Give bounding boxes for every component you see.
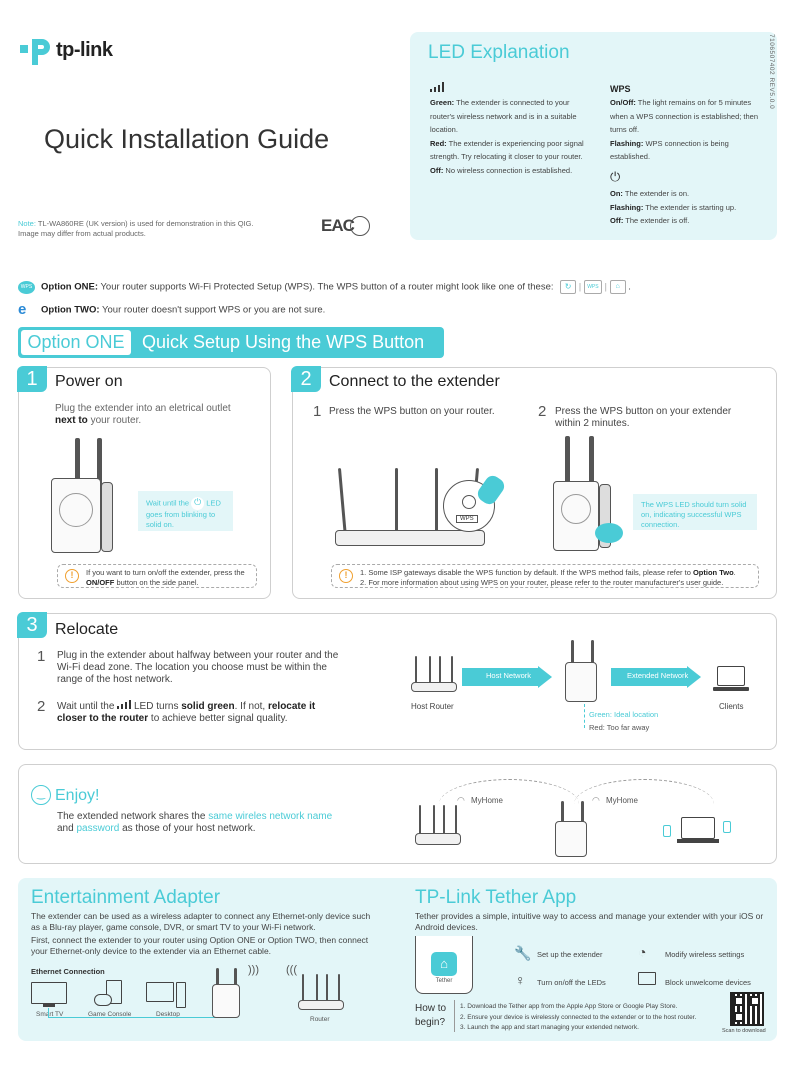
signal-led-desc <box>430 96 590 177</box>
wrench-icon: 🔧 <box>514 945 532 961</box>
howto-steps <box>460 1002 720 1034</box>
green-label: Green: <box>430 98 455 107</box>
step1-number: 1 <box>17 366 47 392</box>
power-on-text: The extender is on. <box>624 189 690 198</box>
step2-callout <box>633 494 757 530</box>
host-router-label: Host Router <box>411 702 454 711</box>
wps-led-desc <box>610 96 770 164</box>
step3-s2-a: Wait until the <box>57 701 115 712</box>
banner-left: Option ONE <box>21 330 131 355</box>
step3-sub2-number: 2 <box>37 698 46 715</box>
ent-extender-icon <box>210 968 246 1018</box>
option-one-line: WPS Option ONE: Your router supports Wi-Fi Protected Setup (WPS). The WPS button of a router might look like one of these: ↻ | WPS | ⌂ . <box>18 280 798 294</box>
wifi-icon: ◠ <box>592 795 600 805</box>
option-two-label: Option TWO: <box>41 304 100 316</box>
step1-tip-a: If you want to turn on/off the extender, press the <box>86 568 245 577</box>
desktop-label: Desktop <box>156 1011 180 1018</box>
block-device-icon <box>638 972 656 985</box>
host-network-arrow <box>462 666 552 688</box>
router-wps-label: WPS <box>456 515 478 523</box>
howto-step-1: 1. Download the Tether app from the Apple App Store or Google Play Store. <box>460 1003 678 1010</box>
step2-tip-1c: . <box>733 568 736 577</box>
howto-step-3: 3. Launch the app and start managing your extended network. <box>460 1024 639 1031</box>
note-text: TL-WA860RE (UK version) is used for demonstration in this QIG. Image may differ from actual products. <box>18 219 254 238</box>
step1-text-a: Plug the extender into an eletrical outlet <box>55 403 231 414</box>
option-two-text: Your router doesn't support WPS or you are not sure. <box>102 304 326 316</box>
enjoy-text-d: password <box>76 823 120 834</box>
note <box>18 219 268 239</box>
step2-tip <box>331 564 759 588</box>
step1-callout <box>138 491 233 531</box>
red-text: The extender is experiencing poor signal strength. Try relocating it closer to your router. <box>430 138 584 161</box>
wps-led-heading: WPS <box>610 84 631 94</box>
smart-tv-icon <box>31 982 67 1008</box>
step1-tip-b: ON/OFF <box>86 578 115 587</box>
enjoy-text <box>57 811 357 835</box>
power-flash-text: The extender is starting up. <box>645 202 737 212</box>
step2-card <box>292 367 777 599</box>
wps-flash-label: Flashing: <box>610 138 644 148</box>
step2-sub1-text: Press the WPS button on your router. <box>329 406 495 417</box>
howto-step-2: 2. Ensure your device is wirelessly connected to the extender or to the host router. <box>460 1013 697 1021</box>
wps-button-style-3: ⌂ <box>610 280 626 294</box>
step1-tip <box>57 564 257 588</box>
tether-title: TP-Link Tether App <box>415 887 577 908</box>
wifi-signal-icon: ))) <box>248 964 259 976</box>
router-label: Router <box>310 1016 330 1023</box>
extended-network-arrow <box>611 666 701 688</box>
enjoy-card <box>18 764 777 864</box>
option-one-text: Your router supports Wi-Fi Protected Setup (WPS). The WPS button of a router might look like one of these: <box>100 281 554 293</box>
step3-s2-e: relocate it closer to the router <box>57 701 316 724</box>
step3-sub1-text: Plug in the extender about halfway between your router and the Wi-Fi dead zone. The location you choose must be within the range of the host network. <box>57 650 339 685</box>
doc-code: 7106507402 REV5.0.0 <box>768 34 775 110</box>
feature-wireless: Modify wireless settings <box>665 950 745 959</box>
step3-card <box>18 613 777 750</box>
ent-title: Entertainment Adapter <box>31 887 221 908</box>
game-console-icon <box>94 980 126 1008</box>
banner-right: Quick Setup Using the WPS Button <box>142 332 425 352</box>
step2-callout-text: The WPS LED should turn solid on, indicating successful WPS connection. <box>641 500 747 529</box>
feature-leds: Turn on/off the LEDs <box>537 978 606 987</box>
tether-desc: Tether provides a simple, intuitive way to access and manage your extender with your iOS or Android devices. <box>415 911 764 932</box>
feature-setup: Set up the extender <box>537 950 603 959</box>
enjoy-title: Enjoy! <box>55 787 100 804</box>
extender-press-hand-icon <box>595 523 623 543</box>
step3-s2-c: solid green <box>181 701 235 712</box>
signal-led-icon <box>430 82 446 92</box>
tp-link-logo-icon <box>18 33 52 67</box>
ent-p1: The extender can be used as a wireless adapter to connect any Ethernet-only device such as a Blu-ray player, game console, DVR, or smart TV to your Wi-Fi network. <box>31 911 371 932</box>
red-label: Red: <box>430 138 447 148</box>
enjoy-text-c: and <box>57 823 74 834</box>
off-label: Off: <box>430 165 444 175</box>
browser-icon: e <box>18 301 27 318</box>
clients-label: Clients <box>719 702 744 711</box>
ent-eth-label: Ethernet Connection <box>31 967 105 976</box>
step2-tip-2: 2. For more information about using WPS on your router, please refer to the router manufacturer's user guide. <box>360 578 724 587</box>
enjoy-text-a: The extended network shares the <box>57 811 206 822</box>
smile-icon: ‿ <box>31 785 51 805</box>
relocate-extender-icon <box>563 640 603 702</box>
wps-button-style-2: WPS <box>584 280 602 294</box>
power-led-icon: ⏻ <box>610 170 621 185</box>
step1-callout-b: LED goes from blinking to solid on. <box>146 498 221 529</box>
wps-badge: WPS <box>18 281 35 294</box>
eac-mark: EAC <box>321 216 354 235</box>
step3-sub2-text <box>57 700 347 725</box>
step2-sub1-number: 1 <box>313 403 322 420</box>
enjoy-devices-icon <box>659 811 739 851</box>
info-icon: ! <box>65 569 79 583</box>
option-one-label: Option ONE: <box>41 281 98 293</box>
ethernet-cable <box>48 1008 218 1018</box>
green-note: Green: Ideal location <box>589 710 659 719</box>
green-text: The extender is connected to your router's wireless network and is in a suitable location. <box>430 98 577 134</box>
step1-text-c: your router. <box>90 415 142 426</box>
power-led-desc <box>610 187 770 228</box>
step1-text <box>55 403 265 427</box>
location-line <box>584 704 585 728</box>
power-on-label: On: <box>610 189 623 198</box>
howto-label: How to begin? <box>415 1003 447 1028</box>
red-note: Red: Too far away <box>589 723 650 732</box>
led-explanation-box <box>410 32 777 240</box>
ent-p2: First, connect the extender to your router using Option ONE or Option TWO, then connect your Ethernet-only device to the extender via an Ethernet cable. <box>31 935 369 956</box>
scan-label: Scan to download <box>722 1028 766 1034</box>
ssid-1: MyHome <box>471 796 504 805</box>
recycle-icon <box>350 216 370 236</box>
extended-network-label: Extended Network <box>627 671 689 680</box>
logo-text: tp-link <box>56 39 113 61</box>
tether-app-icon: ⌂ <box>431 952 457 976</box>
game-console-label: Game Console <box>88 1011 132 1018</box>
howto-divider <box>454 1000 455 1032</box>
step3-s2-d: . If not, <box>234 701 266 712</box>
phone-illustration <box>415 936 473 994</box>
power-flash-label: Flashing: <box>610 202 644 212</box>
ent-router-icon <box>298 974 344 1014</box>
desktop-icon <box>146 982 188 1010</box>
wps-flash-text: WPS connection is being established. <box>610 138 729 161</box>
step1-callout-a: Wait until the <box>146 498 190 508</box>
wifi-settings-icon: ◔ <box>638 944 647 960</box>
step2-number: 2 <box>291 366 321 392</box>
power-off-text: The extender is off. <box>625 216 690 225</box>
wifi-icon: ◠ <box>457 795 465 805</box>
clients-laptop-icon <box>713 666 749 696</box>
step3-number: 3 <box>17 612 47 638</box>
enjoy-text-b: same wireles network name <box>208 811 333 822</box>
step2-title: Connect to the extender <box>329 373 500 390</box>
page-title: Quick Installation Guide <box>44 124 330 154</box>
ssid-2: MyHome <box>606 796 639 805</box>
option-two-line <box>18 303 325 317</box>
feature-block: Block unwelcome devices <box>665 978 751 987</box>
option-one-end: . <box>628 281 631 293</box>
step1-text-b: next to <box>55 415 88 426</box>
bulb-icon: ♀ <box>515 972 526 988</box>
host-network-label: Host Network <box>486 671 532 680</box>
step2-sub2-number: 2 <box>538 403 547 420</box>
wps-button-style-1: ↻ <box>560 280 576 294</box>
step1-card <box>18 367 271 599</box>
qr-code <box>730 992 764 1026</box>
enjoy-text-e: as those of your host network. <box>122 823 256 834</box>
step3-s2-b: LED turns <box>134 701 179 712</box>
step1-tip-c: button on the side panel. <box>116 578 199 587</box>
power-icon: ⏻ <box>191 497 204 510</box>
step3-s2-f: to achieve better signal quality. <box>150 713 288 724</box>
wps-onoff-text: The light remains on for 5 minutes when a WPS connection is established; then turns off. <box>610 98 759 134</box>
extender-illustration <box>47 438 127 548</box>
step3-sub1-number: 1 <box>37 648 46 665</box>
off-text: No wireless connection is established. <box>445 165 573 175</box>
step1-title: Power on <box>55 373 123 390</box>
bottom-panel <box>18 878 777 1041</box>
step2-sub2-text: Press the WPS button on your extender within 2 minutes. <box>555 406 732 429</box>
wps-onoff-label: On/Off: <box>610 98 636 107</box>
tether-app-label: Tether <box>435 978 453 984</box>
step2-tip-1b: Option Two <box>692 568 734 577</box>
smart-tv-label: Smart TV <box>36 1011 64 1018</box>
tp-link-logo <box>18 33 128 67</box>
step2-tip-1a: 1. Some ISP gateways disable the WPS function by default. If the WPS method fails, please refer to <box>360 568 691 577</box>
signal-icon <box>117 700 131 709</box>
option-one-banner <box>18 327 444 358</box>
power-off-label: Off: <box>610 216 624 225</box>
wifi-signal-icon: ((( <box>286 964 297 976</box>
host-router-icon <box>411 656 457 696</box>
led-heading: LED Explanation <box>428 42 570 63</box>
note-label: Note: <box>18 219 36 228</box>
step3-title: Relocate <box>55 621 119 638</box>
info-icon: ! <box>339 569 353 583</box>
